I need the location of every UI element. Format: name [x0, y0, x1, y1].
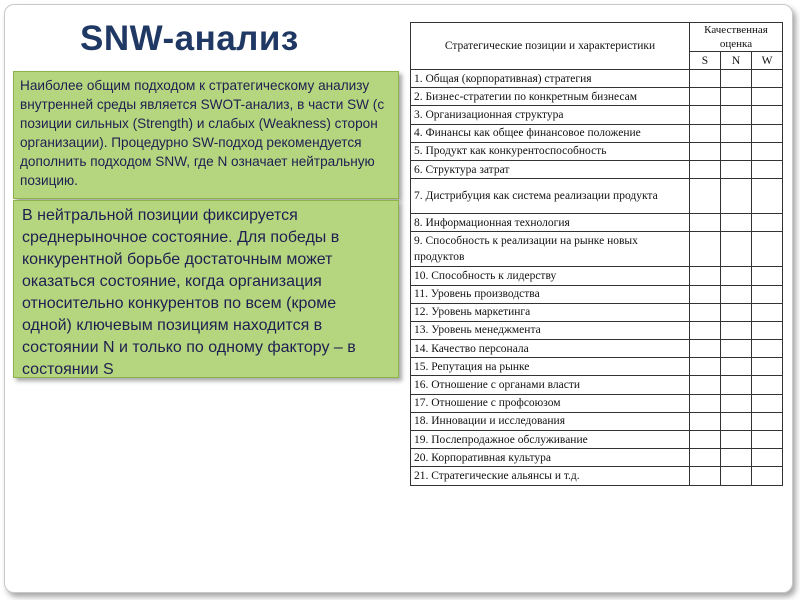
score-cell-w[interactable]: [752, 358, 783, 376]
position-label: 7. Дистрибуция как система реализации продукта: [411, 179, 690, 214]
position-label: 3. Организационная структура: [411, 106, 690, 124]
score-cell-n[interactable]: [721, 70, 752, 88]
position-label: 14. Качество персонала: [411, 340, 690, 358]
score-cell-w[interactable]: [752, 88, 783, 106]
table-row: [411, 232, 783, 267]
score-cell-n[interactable]: [721, 340, 752, 358]
score-cell-s[interactable]: [690, 179, 721, 214]
table-row: [411, 358, 783, 376]
position-label: 4. Финансы как общее финансовое положение: [411, 124, 690, 142]
score-cell-n[interactable]: [721, 232, 752, 267]
table-row: [411, 467, 783, 485]
table-header-n: N: [721, 52, 752, 70]
table-row: [411, 321, 783, 339]
score-cell-w[interactable]: [752, 376, 783, 394]
table-row: [411, 449, 783, 467]
position-label: 20. Корпоративная культура: [411, 449, 690, 467]
table-row: [411, 160, 783, 178]
position-label: 11. Уровень производства: [411, 285, 690, 303]
table-row: [411, 214, 783, 232]
table-row: [411, 142, 783, 160]
slide-title: SNW-анализ: [80, 19, 299, 58]
table-header-positions: Стратегические позиции и характеристики: [411, 23, 690, 70]
score-cell-w[interactable]: [752, 232, 783, 267]
position-label: 19. Послепродажное обслуживание: [411, 431, 690, 449]
position-label: 18. Инновации и исследования: [411, 412, 690, 430]
score-cell-n[interactable]: [721, 467, 752, 485]
slide: [4, 4, 793, 593]
score-cell-s[interactable]: [690, 449, 721, 467]
snw-table-body: [411, 70, 783, 486]
score-cell-w[interactable]: [752, 124, 783, 142]
score-cell-n[interactable]: [721, 160, 752, 178]
position-label: 2. Бизнес-стратегии по конкретным бизнесам: [411, 88, 690, 106]
table-header-w: W: [752, 52, 783, 70]
snw-table: [410, 22, 783, 486]
position-label: 12. Уровень маркетинга: [411, 303, 690, 321]
score-cell-n[interactable]: [721, 106, 752, 124]
position-label: 17. Отношение с профсоюзом: [411, 394, 690, 412]
table-row: [411, 376, 783, 394]
score-cell-n[interactable]: [721, 124, 752, 142]
score-cell-n[interactable]: [721, 412, 752, 430]
score-cell-w[interactable]: [752, 431, 783, 449]
score-cell-w[interactable]: [752, 267, 783, 285]
score-cell-s[interactable]: [690, 467, 721, 485]
score-cell-w[interactable]: [752, 179, 783, 214]
table-row: [411, 285, 783, 303]
score-cell-n[interactable]: [721, 142, 752, 160]
position-label: 1. Общая (корпоративная) стратегия: [411, 70, 690, 88]
position-label: 13. Уровень менеджмента: [411, 321, 690, 339]
score-cell-n[interactable]: [721, 214, 752, 232]
neutral-text: В нейтральной позиции фиксируется среднерыночное состояние. Для победы в конкурентной борьбе достаточным может оказаться состояние, когда организация относительно конкурентов по всем (кроме одной) ключевым позициям находится в состоянии N и только по одному фактору – в состоянии S: [22, 207, 356, 378]
score-cell-n[interactable]: [721, 88, 752, 106]
score-cell-n[interactable]: [721, 358, 752, 376]
table-row: [411, 124, 783, 142]
score-cell-n[interactable]: [721, 179, 752, 214]
score-cell-s[interactable]: [690, 214, 721, 232]
score-cell-w[interactable]: [752, 106, 783, 124]
score-cell-n[interactable]: [721, 449, 752, 467]
table-row: [411, 70, 783, 88]
score-cell-w[interactable]: [752, 412, 783, 430]
table-header-s: S: [690, 52, 721, 70]
score-cell-w[interactable]: [752, 449, 783, 467]
score-cell-s[interactable]: [690, 394, 721, 412]
score-cell-s[interactable]: [690, 376, 721, 394]
score-cell-w[interactable]: [752, 142, 783, 160]
score-cell-s[interactable]: [690, 358, 721, 376]
score-cell-w[interactable]: [752, 285, 783, 303]
score-cell-n[interactable]: [721, 431, 752, 449]
position-label: 5. Продукт как конкурентоспособность: [411, 142, 690, 160]
score-cell-w[interactable]: [752, 214, 783, 232]
score-cell-s[interactable]: [690, 88, 721, 106]
intro-textbox: [13, 71, 399, 199]
position-label: 16. Отношение с органами власти: [411, 376, 690, 394]
table-row: [411, 431, 783, 449]
score-cell-w[interactable]: [752, 160, 783, 178]
score-cell-w[interactable]: [752, 340, 783, 358]
table-row: [411, 340, 783, 358]
score-cell-s[interactable]: [690, 106, 721, 124]
score-cell-s[interactable]: [690, 267, 721, 285]
score-cell-w[interactable]: [752, 467, 783, 485]
table-row: [411, 267, 783, 285]
score-cell-s[interactable]: [690, 232, 721, 267]
position-label: 10. Способность к лидерству: [411, 267, 690, 285]
score-cell-s[interactable]: [690, 321, 721, 339]
score-cell-n[interactable]: [721, 394, 752, 412]
table-row: [411, 88, 783, 106]
score-cell-s[interactable]: [690, 412, 721, 430]
score-cell-w[interactable]: [752, 321, 783, 339]
table-row: [411, 179, 783, 214]
position-label: 9. Способность к реализации на рынке новых продуктов: [411, 232, 690, 267]
score-cell-n[interactable]: [721, 267, 752, 285]
position-label: 8. Информационная технология: [411, 214, 690, 232]
score-cell-w[interactable]: [752, 70, 783, 88]
score-cell-s[interactable]: [690, 142, 721, 160]
intro-text: Наиболее общим подходом к стратегическому анализу внутренней среды является SWOT-анализ, в части SW (с позиции сильных (Strength) и слабых (Weakness) сторон организации). Процедурно SW-подход рекомендуется дополнить подходом SNW, где N означает нейтральную позицию.: [20, 78, 385, 188]
table-header-evaluation: Качественная оценка: [690, 23, 783, 52]
score-cell-w[interactable]: [752, 303, 783, 321]
score-cell-s[interactable]: [690, 160, 721, 178]
score-cell-n[interactable]: [721, 303, 752, 321]
table-row: [411, 303, 783, 321]
score-cell-n[interactable]: [721, 376, 752, 394]
score-cell-w[interactable]: [752, 394, 783, 412]
score-cell-s[interactable]: [690, 124, 721, 142]
position-label: 21. Стратегические альянсы и т.д.: [411, 467, 690, 485]
table-row: [411, 412, 783, 430]
table-row: [411, 106, 783, 124]
score-cell-n[interactable]: [721, 285, 752, 303]
score-cell-s[interactable]: [690, 285, 721, 303]
score-cell-s[interactable]: [690, 340, 721, 358]
score-cell-n[interactable]: [721, 321, 752, 339]
table-row: [411, 394, 783, 412]
position-label: 6. Структура затрат: [411, 160, 690, 178]
score-cell-s[interactable]: [690, 431, 721, 449]
neutral-position-textbox: [13, 200, 399, 378]
score-cell-s[interactable]: [690, 303, 721, 321]
position-label: 15. Репутация на рынке: [411, 358, 690, 376]
score-cell-s[interactable]: [690, 70, 721, 88]
